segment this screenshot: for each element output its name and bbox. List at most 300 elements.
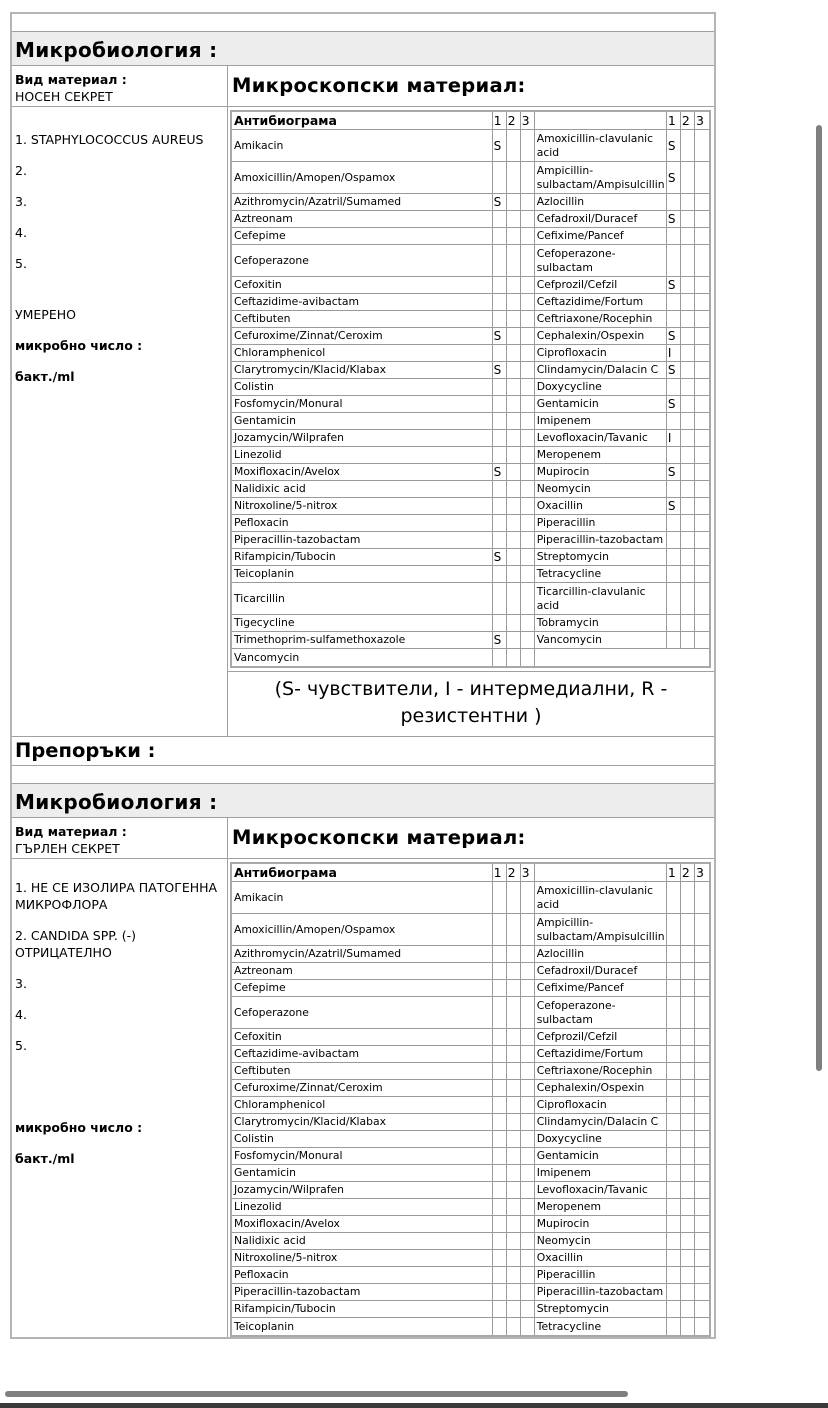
antibiotic-name: Cefuroxime/Zinnat/Ceroxim: [232, 328, 493, 345]
sensitivity-cell: [667, 447, 681, 464]
sensitivity-cell: [695, 1114, 709, 1131]
empty-cell: [535, 649, 709, 666]
sensitivity-cell: [695, 1063, 709, 1080]
antibiogram-row: [232, 194, 709, 211]
blank-header: [535, 112, 667, 130]
antibiotic-name: Cefoperazone-sulbactam: [535, 245, 667, 277]
sensitivity-cell: [667, 1182, 681, 1199]
antibiotic-name: Cefuroxime/Zinnat/Ceroxim: [232, 1080, 493, 1097]
sensitivity-cell: [695, 980, 709, 997]
horizontal-scrollbar[interactable]: [5, 1391, 628, 1397]
sensitivity-cell: [681, 464, 695, 481]
antibiogram-row: [232, 566, 709, 583]
blank-header: [535, 864, 667, 882]
antibiotic-name: Cefoperazone: [232, 997, 493, 1029]
sensitivity-cell: [681, 1029, 695, 1046]
antibiotic-name: Chloramphenicol: [232, 345, 493, 362]
antibiogram-row: [232, 413, 709, 430]
sensitivity-cell: [521, 1250, 535, 1267]
sensitivity-cell: [493, 1148, 507, 1165]
antibiotic-name: Teicoplanin: [232, 566, 493, 583]
sensitivity-cell: [681, 632, 695, 649]
antibiotic-name: Levofloxacin/Tavanic: [535, 430, 667, 447]
antibiotic-name: Cephalexin/Ospexin: [535, 1080, 667, 1097]
sensitivity-cell: [667, 194, 681, 211]
sensitivity-cell: [493, 228, 507, 245]
sensitivity-cell: [667, 1097, 681, 1114]
antibiotic-name: Cefoxitin: [232, 1029, 493, 1046]
antibiotic-name: Imipenem: [535, 413, 667, 430]
sensitivity-cell: [507, 379, 521, 396]
sensitivity-cell: [507, 549, 521, 566]
sensitivity-cell: [695, 997, 709, 1029]
antibiotic-name: Tetracycline: [535, 566, 667, 583]
antibiotic-name: Clindamycin/Dalacin C: [535, 1114, 667, 1131]
antibiotic-name: Tobramycin: [535, 615, 667, 632]
sensitivity-cell: [695, 345, 709, 362]
antibiogram-row: [232, 1131, 709, 1148]
sensitivity-cell: [507, 481, 521, 498]
sensitivity-cell: [521, 566, 535, 583]
sensitivity-cell: S: [667, 396, 681, 413]
sensitivity-cell: [681, 481, 695, 498]
material-cell: [12, 818, 228, 858]
antibiotic-name: Doxycycline: [535, 1131, 667, 1148]
antibiotic-name: Piperacillin-tazobactam: [535, 532, 667, 549]
sensitivity-cell: I: [667, 345, 681, 362]
antibiotic-name: Gentamicin: [535, 1148, 667, 1165]
antibiogram-row: [232, 162, 709, 194]
sensitivity-cell: [667, 1029, 681, 1046]
antibiogram-row: [232, 1318, 709, 1335]
antibiotic-name: Pefloxacin: [232, 515, 493, 532]
sensitivity-cell: [695, 430, 709, 447]
sensitivity-cell: [507, 228, 521, 245]
sensitivity-cell: [521, 413, 535, 430]
antibiotic-name: Neomycin: [535, 1233, 667, 1250]
isolate-item: 5.: [15, 1038, 27, 1053]
antibiotic-name: Ampicillin-sulbactam/Ampisulcillin: [535, 914, 667, 946]
isolate-item: 4.: [15, 1007, 27, 1022]
antibiotic-name: Gentamicin: [232, 413, 493, 430]
sensitivity-cell: [695, 498, 709, 515]
antibiogram-row: [232, 294, 709, 311]
sensitivity-cell: [493, 532, 507, 549]
antibiotic-name: Trimethoprim-sulfamethoxazole: [232, 632, 493, 649]
sensitivity-cell: [681, 277, 695, 294]
material-row: [12, 818, 714, 859]
antibiogram-row: [232, 130, 709, 162]
isolates-cell: [12, 107, 228, 736]
sensitivity-cell: [521, 396, 535, 413]
antibiotic-name: Pefloxacin: [232, 1267, 493, 1284]
sensitivity-cell: [695, 515, 709, 532]
antibiotic-name: Tetracycline: [535, 1318, 667, 1335]
antibiotic-name: Rifampicin/Tubocin: [232, 1301, 493, 1318]
section-header: Микробиология :: [12, 32, 714, 66]
sensitivity-cell: S: [493, 632, 507, 649]
sensitivity-cell: [507, 413, 521, 430]
isolate-col-header: 2: [681, 112, 695, 130]
sensitivity-cell: [681, 245, 695, 277]
sensitivity-cell: [681, 379, 695, 396]
sensitivity-cell: [681, 228, 695, 245]
sensitivity-cell: [493, 379, 507, 396]
antibiogram-row: [232, 1301, 709, 1318]
sensitivity-cell: [521, 1029, 535, 1046]
sensitivity-cell: [493, 1199, 507, 1216]
sensitivity-cell: [507, 997, 521, 1029]
section-header: Микробиология :: [12, 784, 714, 818]
sensitivity-cell: [667, 245, 681, 277]
window-bottom-edge: [0, 1403, 828, 1408]
antibiotic-name: Clarytromycin/Klacid/Klabax: [232, 362, 493, 379]
sensitivity-cell: [521, 1182, 535, 1199]
antibiogram-row: [232, 1250, 709, 1267]
microscopy-cell: [228, 66, 714, 106]
sensitivity-cell: [667, 1301, 681, 1318]
antibiogram-row: [232, 1216, 709, 1233]
sensitivity-cell: [507, 464, 521, 481]
sensitivity-cell: [507, 1301, 521, 1318]
antibiotic-name: Nalidixic acid: [232, 481, 493, 498]
sensitivity-cell: [521, 245, 535, 277]
microscopy-cell: [228, 818, 714, 858]
antibiotic-name: Mupirocin: [535, 1216, 667, 1233]
sensitivity-cell: [695, 1029, 709, 1046]
sensitivity-cell: S: [493, 464, 507, 481]
sensitivity-cell: S: [493, 328, 507, 345]
isolate-col-header: 3: [695, 864, 709, 882]
sensitivity-cell: [681, 413, 695, 430]
antibiotic-name: Moxifloxacin/Avelox: [232, 1216, 493, 1233]
sensitivity-cell: [667, 1080, 681, 1097]
sensitivity-cell: S: [667, 277, 681, 294]
sensitivity-cell: [507, 1029, 521, 1046]
antibiotic-name: Clindamycin/Dalacin C: [535, 362, 667, 379]
sensitivity-cell: [681, 532, 695, 549]
sensitivity-cell: [507, 194, 521, 211]
sensitivity-cell: [667, 1318, 681, 1335]
antibiotic-name: Jozamycin/Wilprafen: [232, 1182, 493, 1199]
antibiotic-name: Ceftriaxone/Rocephin: [535, 1063, 667, 1080]
sensitivity-cell: [695, 311, 709, 328]
sensitivity-cell: [521, 1063, 535, 1080]
sensitivity-cell: [507, 1080, 521, 1097]
antibiotic-name: Piperacillin: [535, 1267, 667, 1284]
antibiogram-row: [232, 362, 709, 379]
microbial-count-label: микробно число :: [15, 338, 143, 353]
sensitivity-cell: [521, 1080, 535, 1097]
antibiotic-name: Jozamycin/Wilprafen: [232, 430, 493, 447]
sensitivity-cell: [493, 1131, 507, 1148]
antibiogram-row: [232, 583, 709, 615]
sensitivity-cell: [695, 1182, 709, 1199]
antibiogram-row: [232, 1148, 709, 1165]
sensitivity-cell: [681, 1267, 695, 1284]
sensitivity-cell: [667, 1165, 681, 1182]
sensitivity-cell: [681, 211, 695, 228]
sensitivity-cell: [695, 1046, 709, 1063]
material-cell: [12, 66, 228, 106]
antibiotic-name: Cefepime: [232, 980, 493, 997]
sensitivity-cell: [507, 649, 521, 666]
antibiogram-header-row: [232, 864, 709, 882]
sensitivity-cell: [667, 1250, 681, 1267]
sensitivity-cell: [695, 963, 709, 980]
sensitivity-cell: [695, 1165, 709, 1182]
antibiogram-row: [232, 396, 709, 413]
antibiotic-name: Streptomycin: [535, 1301, 667, 1318]
antibiotic-name: Amoxicillin/Amopen/Ospamox: [232, 162, 493, 194]
sensitivity-cell: [667, 914, 681, 946]
sensitivity-cell: [521, 583, 535, 615]
isolate-col-header: 1: [493, 864, 507, 882]
sensitivity-cell: [521, 1131, 535, 1148]
sensitivity-cell: [667, 1131, 681, 1148]
sensitivity-cell: [521, 532, 535, 549]
sensitivity-cell: [681, 194, 695, 211]
sensitivity-cell: [521, 615, 535, 632]
sensitivity-cell: S: [493, 194, 507, 211]
sensitivity-cell: [493, 1301, 507, 1318]
sensitivity-cell: [507, 211, 521, 228]
antibiotic-name: Cefoperazone: [232, 245, 493, 277]
sensitivity-cell: [521, 211, 535, 228]
antibiogram-row: [232, 1029, 709, 1046]
antibiotic-name: Ceftazidime-avibactam: [232, 1046, 493, 1063]
antibiotic-name: Levofloxacin/Tavanic: [535, 1182, 667, 1199]
sensitivity-cell: [507, 396, 521, 413]
isolate-item: 2.: [15, 163, 27, 178]
sensitivity-cell: [493, 963, 507, 980]
sensitivity-cell: [493, 396, 507, 413]
antibiogram-header-row: [232, 112, 709, 130]
antibiotic-name: Ceftazidime-avibactam: [232, 294, 493, 311]
lab-report: [10, 12, 716, 1339]
sensitivity-cell: [667, 632, 681, 649]
sensitivity-cell: [493, 1182, 507, 1199]
isolates-cell: [12, 859, 228, 1337]
sensitivity-cell: [681, 345, 695, 362]
sensitivity-cell: [507, 162, 521, 194]
antibiotic-name: Teicoplanin: [232, 1318, 493, 1335]
sensitivity-cell: [681, 328, 695, 345]
sensitivity-cell: [507, 277, 521, 294]
vertical-scrollbar[interactable]: [816, 125, 822, 1071]
sensitivity-cell: [695, 413, 709, 430]
sensitivity-cell: [667, 997, 681, 1029]
antibiogram-row: [232, 345, 709, 362]
antibiogram-row: [232, 498, 709, 515]
sensitivity-cell: [507, 1131, 521, 1148]
microscopy-title: Микроскопски материал:: [232, 74, 526, 97]
antibiotic-name: Amoxicillin-clavulanic acid: [535, 130, 667, 162]
sensitivity-cell: S: [493, 130, 507, 162]
sensitivity-cell: [493, 162, 507, 194]
sensitivity-cell: [681, 1114, 695, 1131]
sensitivity-cell: [695, 1233, 709, 1250]
sensitivity-cell: [493, 211, 507, 228]
sensitivity-cell: [521, 1097, 535, 1114]
sensitivity-cell: [507, 130, 521, 162]
sensitivity-cell: [521, 1267, 535, 1284]
antibiogram-row: [232, 615, 709, 632]
sensitivity-cell: [681, 311, 695, 328]
sensitivity-cell: [521, 1114, 535, 1131]
recommendations-label: Препоръки :: [12, 737, 714, 766]
sensitivity-cell: [493, 345, 507, 362]
sensitivity-cell: [507, 980, 521, 997]
sensitivity-cell: [681, 162, 695, 194]
antibiogram-row: [232, 1114, 709, 1131]
antibiotic-name: Azlocillin: [535, 194, 667, 211]
isolate-col-header: 3: [695, 112, 709, 130]
sensitivity-cell: [695, 1318, 709, 1335]
isolate-col-header: 3: [521, 864, 535, 882]
antibiotic-name: Ticarcillin-clavulanic acid: [535, 583, 667, 615]
sensitivity-cell: [695, 447, 709, 464]
microbiology-section: [12, 32, 714, 766]
sensitivity-cell: [521, 1284, 535, 1301]
antibiogram-row: [232, 447, 709, 464]
sensitivity-cell: S: [667, 498, 681, 515]
sensitivity-cell: [521, 1301, 535, 1318]
antibiotic-name: Piperacillin: [535, 515, 667, 532]
antibiogram-row: [232, 379, 709, 396]
sensitivity-cell: [695, 211, 709, 228]
sensitivity-cell: [695, 379, 709, 396]
spacer-row: [12, 14, 714, 32]
sensitivity-cell: [521, 162, 535, 194]
sensitivity-cell: [521, 328, 535, 345]
antibiotic-name: Fosfomycin/Monural: [232, 396, 493, 413]
isolate-col-header: 2: [681, 864, 695, 882]
sensitivity-cell: [521, 430, 535, 447]
sensitivity-cell: S: [667, 162, 681, 194]
report-frame: [10, 12, 716, 1339]
antibiotic-name: Vancomycin: [535, 632, 667, 649]
sensitivity-cell: [521, 649, 535, 666]
antibiotic-name: Cefadroxil/Duracef: [535, 211, 667, 228]
sensitivity-cell: [667, 515, 681, 532]
sensitivity-cell: [521, 632, 535, 649]
sensitivity-cell: [521, 1233, 535, 1250]
sensitivity-cell: S: [667, 328, 681, 345]
antibiotic-name: Cefprozil/Cefzil: [535, 277, 667, 294]
sensitivity-cell: [521, 345, 535, 362]
antibiotic-name: Amikacin: [232, 882, 493, 914]
sensitivity-cell: [507, 632, 521, 649]
sensitivity-cell: [493, 447, 507, 464]
growth-value: УМЕРЕНО: [15, 307, 76, 322]
sensitivity-cell: [521, 515, 535, 532]
sensitivity-cell: [507, 1199, 521, 1216]
antibiotic-name: Ceftriaxone/Rocephin: [535, 311, 667, 328]
sensitivity-cell: [493, 498, 507, 515]
sensitivity-cell: [507, 1148, 521, 1165]
sensitivity-cell: [695, 194, 709, 211]
antibiogram-row: [232, 1165, 709, 1182]
antibiotic-name: Ceftazidime/Fortum: [535, 1046, 667, 1063]
sensitivity-cell: [521, 294, 535, 311]
sensitivity-cell: S: [667, 130, 681, 162]
sensitivity-cell: [507, 245, 521, 277]
sensitivity-cell: [667, 1114, 681, 1131]
antibiogram-title: Антибиограма: [232, 112, 493, 130]
sensitivity-cell: [695, 1284, 709, 1301]
sensitivity-cell: [681, 130, 695, 162]
sensitivity-cell: [667, 1046, 681, 1063]
antibiotic-name: Neomycin: [535, 481, 667, 498]
sensitivity-cell: [695, 1267, 709, 1284]
sensitivity-cell: S: [493, 549, 507, 566]
material-label: Вид материал :: [15, 824, 127, 839]
sensitivity-cell: [507, 615, 521, 632]
spacer-row: [12, 766, 714, 784]
sensitivity-cell: [695, 294, 709, 311]
sensitivity-cell: [521, 481, 535, 498]
antibiotic-name: Cephalexin/Ospexin: [535, 328, 667, 345]
antibiotic-name: Azlocillin: [535, 946, 667, 963]
sensitivity-cell: [681, 882, 695, 914]
antibiotic-name: Rifampicin/Tubocin: [232, 549, 493, 566]
sensitivity-cell: [667, 379, 681, 396]
sensitivity-cell: [521, 963, 535, 980]
sensitivity-cell: [667, 1148, 681, 1165]
antibiogram-row: [232, 997, 709, 1029]
sections-container: [12, 32, 714, 1337]
sensitivity-cell: [493, 1080, 507, 1097]
sensitivity-cell: [521, 130, 535, 162]
sensitivity-cell: [681, 1182, 695, 1199]
antibiotic-name: Meropenem: [535, 447, 667, 464]
sensitivity-cell: [521, 311, 535, 328]
sensitivity-cell: [521, 228, 535, 245]
antibiogram-row: [232, 430, 709, 447]
sensitivity-cell: [681, 914, 695, 946]
sensitivity-cell: [695, 615, 709, 632]
sensitivity-cell: [507, 1063, 521, 1080]
sensitivity-cell: S: [667, 464, 681, 481]
sensitivity-cell: [493, 615, 507, 632]
sensitivity-cell: [507, 963, 521, 980]
sensitivity-cell: [681, 1301, 695, 1318]
antibiotic-name: Linezolid: [232, 1199, 493, 1216]
isolate-col-header: 2: [507, 864, 521, 882]
sensitivity-cell: [681, 498, 695, 515]
sensitivity-cell: [681, 1063, 695, 1080]
sensitivity-cell: [681, 583, 695, 615]
material-value: НОСЕН СЕКРЕТ: [15, 89, 113, 104]
antibiogram-row: [232, 328, 709, 345]
antibiogram-row: [232, 1063, 709, 1080]
antibiogram-row: [232, 228, 709, 245]
sensitivity-cell: [667, 532, 681, 549]
sensitivity-cell: [695, 882, 709, 914]
antibiotic-name: Azithromycin/Azatril/Sumamed: [232, 946, 493, 963]
antibiotic-name: Ampicillin-sulbactam/Ampisulcillin: [535, 162, 667, 194]
sensitivity-cell: [493, 882, 507, 914]
antibiotic-name: Cefoperazone-sulbactam: [535, 997, 667, 1029]
sensitivity-cell: [521, 379, 535, 396]
sensitivity-cell: [695, 481, 709, 498]
antibiotic-name: Cefixime/Pancef: [535, 228, 667, 245]
antibiogram-row: [232, 532, 709, 549]
sensitivity-cell: [493, 413, 507, 430]
sensitivity-cell: [667, 1233, 681, 1250]
units-label: бакт./ml: [15, 369, 75, 384]
